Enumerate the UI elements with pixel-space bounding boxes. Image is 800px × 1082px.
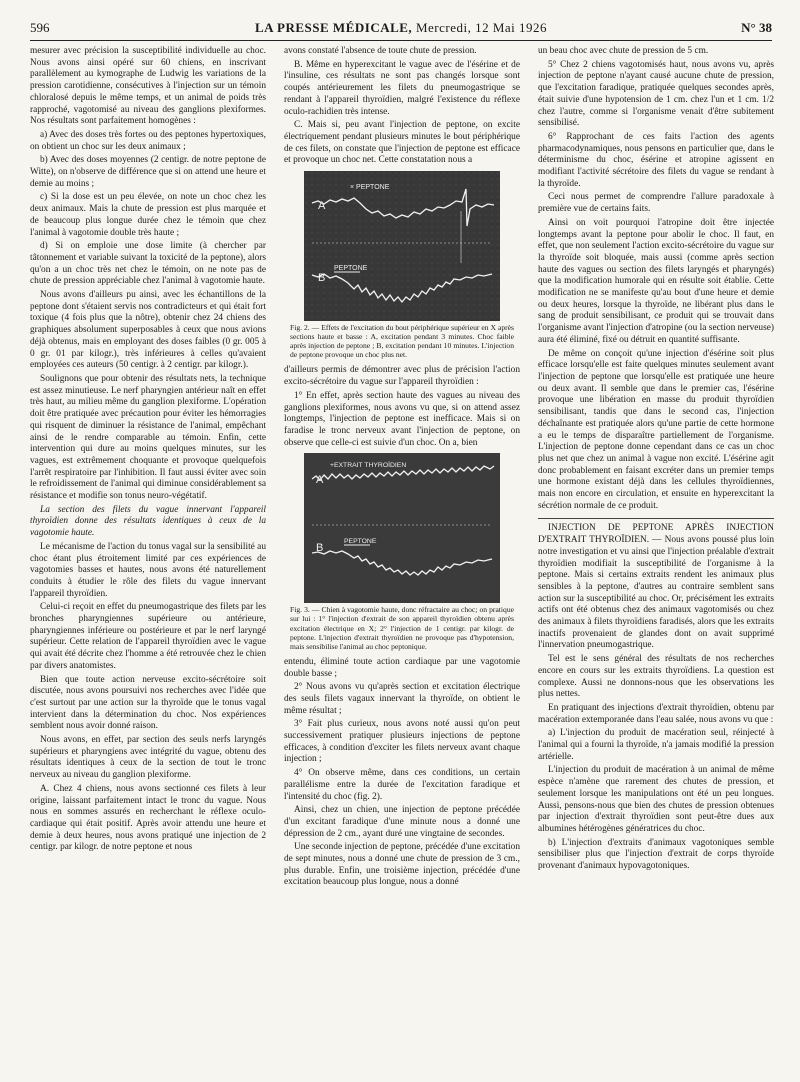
journal-header	[30, 20, 772, 36]
paragraph: 6° Rapprochant de ces faits l'action des agents pharmacodynamiques, nous pensons en particulier que, dans le déterminisme du choc, ésérine et atropine agissent en modifiant l'activité sécrétoire des filets du vague se rendant à la thyroïde.	[538, 131, 774, 189]
paragraph: avons constaté l'absence de toute chute de pression.	[284, 46, 477, 56]
column-3	[538, 46, 774, 1066]
paragraph: d) Si on emploie une dose limite (à chercher par tâtonnement et variable suivant la toxicité de la peptone), alors qu'on a un choc très net chez le témoin, on ne note pas de chute de pression appréciable chez l'animal à vagotomie haute.	[30, 241, 266, 287]
paragraph: A. Chez 4 chiens, nous avons sectionné ces filets à leur origine, laissant parfaitement intact le tronc du vague. Nous nous en sommes assurés en recherchant le réflexe oculo-cardiaque qui était positif. Après avoir attendu une heure et demie à deux heures, nous avons pratiqué une injection de 2 centigr. par kilogr. de notre peptone et nous	[30, 783, 266, 853]
issue-date: Mercredi, 12 Mai 1926	[415, 20, 548, 35]
paragraph: Le mécanisme de l'action du tonus vagal sur la sensibilité au choc étant plus étroitement limité par ces expériences de vagotomies basses et hautes, nous avons été naturellement conduits à étudier le rôle des filets du vague innervant l'appareil thyroïdien.	[30, 541, 266, 599]
trace-b-label: B	[318, 272, 326, 285]
figure-2-caption: Fig. 2. — Effets de l'excitation du bout périphérique supérieur en X après sections haute et basse : A, excitation pendant 3 minutes. Choc faible après injection de peptone ; B, excitation pendant 10 minutes. L'injection de peptone provoque un choc plus net.	[290, 323, 514, 360]
column-2	[284, 46, 520, 1066]
paragraph: 4° On observe même, dans ces conditions, un certain parallélisme entre la durée de l'excitation faradique et l'intensité du choc (fig. 2).	[284, 768, 520, 802]
paragraph: 1° En effet, après section haute des vagues au niveau des ganglions plexiformes, nous avons vu que, si on attend assez longtemps, l'injection de peptone est inefficace. Mais si on faradise le tronc nerveux avant l'injection de peptone, on observe que celle-ci est suivie d'un choc. On a, bien	[284, 390, 520, 448]
paragraph: Nous avons, en effet, par section des seuls nerfs laryngés supérieurs et pharyngiens avec intégrité du vague, obtenu des résultats identiques à ceux de la section de tout le tronc nerveux au niveau du ganglion plexiforme.	[30, 735, 266, 781]
paragraph: L'injection du produit de macération à un animal de même espèce n'amène que rarement des chutes de pression, et seulement lorsque les manipulations ont été un peu longues. Aussi, pensons-nous que bien des chutes de pression obtenues par injection d'extrait thyroïdien sont peut-être dues aux albumines hétérogènes génératrices du choc.	[538, 765, 774, 834]
paragraph: b) Avec des doses moyennes (2 centigr. de notre peptone de Witte), on n'observe de différence que si on attend une heure et demie au moins ;	[30, 155, 266, 189]
paragraph: entendu, éliminé toute action cardiaque par une vagotomie double basse ;	[284, 656, 520, 679]
trace-b-marker: PEPTONE	[344, 538, 377, 546]
paragraph: Tel est le sens général des résultats de nos recherches encore en cours sur les extraits thyroïdiens. La question est complexe. Aussi ne donnons-nous que les observations les plus nettes.	[538, 654, 774, 700]
figure-3-kymograph	[304, 453, 500, 603]
section-paragraph: INJECTION DE PEPTONE APRÈS INJECTION D'EXTRAIT THYROÏDIEN. — Nous avons poussé plus loin notre investigation et vu ainsi que l'injection préalable d'extrait thyroïdien modifiait la susceptibilité de l'organisme à la peptone. Mais si certains extraits rendent les animaux plus sensibles à la peptone, d'autres au contraire semblent sans action sur la susceptibilité au choc. Or, précisément les extraits actifs ont été obtenus chez des animaux vagotomisés ou chez des animaux à filets thyroïdiens faradisés, alors que les extraits inactifs provenaient de glandes dont on avait supprimé l'innervation pneumogastrique.	[538, 523, 774, 651]
issue-number: N° 38	[741, 20, 772, 35]
paragraph: La section des filets du vague innervant l'appareil thyroïdien donne des résultats identiques à ceux de la vagotomie haute.	[30, 504, 266, 539]
paragraph: 5° Chez 2 chiens vagotomisés haut, nous avons vu, après injection de peptone n'ayant causé aucune chute de pression, que l'excitation faradique, pratiquée quelques secondes après, était suivie d'une hypotension de 1 cm. chez l'un et 1 cm. 1/2 chez l'autre, comme si l'organisme venait d'être subitement sensibilisé.	[538, 59, 774, 129]
paragraph: Soulignons que pour obtenir des résultats nets, la technique est assez minutieuse. Le nerf pharyngien antérieur naît en effet très haut, au milieu même du ganglion plexiforme. L'opération doit être pratiquée avec précaution pour éviter les hémorragies qui risquent de diminuer la résistance de l'animal, empêchant ainsi de le rendre comparable au témoin. Enfin, cette intervention qui dure au moins quelques minutes, sur les vagues, est extrêmement choquante et provoque quelquefois l'arrêt respiratoire par l'inhibition. Il faut aussi éviter avec soin le refroidissement de l'animal qui diminue considérablement sa résistance et modifie son tonus neuro-végétatif.	[30, 373, 266, 502]
paragraph: un beau choc avec chute de pression de 5 cm.	[538, 46, 709, 56]
trace-b-label: B	[316, 542, 324, 555]
paragraph: Ainsi on voit pourquoi l'atropine doit être injectée longtemps avant la peptone pour abolir le choc. Il faut, en effet, que non seulement l'action excito-sécrétoire du vague sur la thyroïde soit bloquée, mais aussi (comme après section haute des vagues ou section des filets laryngés et pharyngés) que la modification humorale qui en résulte soit établie. Cette modification ne se manifeste qu'au bout d'une heure et demie ou deux heures, lorsque la thyroïde, ne libérant plus dans le sang de produit sensibilisant, ce produit qui se trouvait dans l'organisme avant l'injection d'atropine (ou la section nerveuse) aura été éliminé, fixé ou détruit en quantité suffisante.	[538, 217, 774, 345]
header-rule	[30, 40, 772, 41]
column-1	[30, 46, 266, 1066]
paragraph: Une seconde injection de peptone, précédée d'une excitation de sept minutes, nous a donné une chute de pression de 3 cm., plus durable. Enfin, une troisième injection, précédée d'une excitation beaucoup plus longue, nous a donné	[284, 842, 520, 888]
paragraph: Ainsi, chez un chien, une injection de peptone précédée d'un excitant faradique d'une minute nous a donné une dépression de 2 cm., ayant duré une vingtaine de secondes.	[284, 805, 520, 839]
paragraph: c) Si la dose est un peu élevée, on note un choc chez les deux animaux. Mais la chute de pression est plus marquée et de beaucoup plus longue durée chez le témoin que chez l'animal à vagotomie double très haute ;	[30, 192, 266, 238]
paragraph: Ceci nous permet de comprendre l'allure paradoxale à première vue de certains faits.	[538, 192, 774, 215]
paragraph: mesurer avec précision la susceptibilité individuelle au choc. Nous avons ainsi opéré sur 60 chiens, en inscrivant parallèlement au kymographe de Ludwig les variations de la pression carotidienne, consécutives à l'injection sur un témoin chloralosé depuis le même temps, et un animal de poids très rapproché, vagotomisé au niveau des ganglions plexiformes. Nos résultats sont parfaitement homogènes :	[30, 46, 266, 127]
paragraph: a) Avec des doses très fortes ou des peptones hypertoxiques, on obtient un choc sur les deux animaux ;	[30, 129, 266, 152]
journal-name: LA PRESSE MÉDICALE,	[254, 20, 413, 35]
paragraph: Nous avons d'ailleurs pu ainsi, avec les échantillons de la peptone dont s'étaient servis nos contradicteurs et qui était fort toxique (4 fois plus que la nôtre), obtenir chez 24 chiens des graphiques absolument superposables à ceux que nous avions déjà obtenus, mais en employant des doses faibles (0 gr. 005 à 0 gr. 01 par kilogr.), très inférieures à celles qu'avaient employées ces auteurs (50 centigr. à 2 centigr. par kilogr.).	[30, 290, 266, 371]
running-header	[30, 20, 772, 40]
paragraph: Celui-ci reçoit en effet du pneumogastrique des filets par les bronches pharyngiennes supérieure ou antérieure, pharyngiennes inférieure ou postérieure et par le nerf laryngé supérieur. Cette relation de l'appareil thyroïdien avec le vague qui avait été décrite chez l'homme a été retrouvée chez le chien par divers anatomistes.	[30, 602, 266, 671]
paragraph: d'ailleurs permis de démontrer avec plus de précision l'action excito-sécrétoire du vague sur l'appareil thyroïdien :	[284, 365, 520, 388]
paragraph: 3° Fait plus curieux, nous avons noté aussi qu'on peut successivement pratiquer plusieurs injections de peptone efficaces, à condition d'exciter les filets nerveux avant chaque injection ;	[284, 719, 520, 765]
figure-2-graphic	[304, 171, 500, 321]
paragraph: 2° Nous avons vu qu'après section et excitation électrique des seuls filets vagaux innervant la thyroïde, on obtient le même résultat ;	[284, 682, 520, 716]
figure-2-kymograph	[304, 171, 500, 321]
paragraph: b) L'injection d'extraits d'animaux vagotoniques semble sensibiliser plus que l'injection d'extrait de corps thyroïde provenant d'animaux hypovagotoniques.	[538, 837, 774, 872]
figure-3-graphic	[304, 453, 500, 603]
trace-a-label: A	[318, 200, 326, 213]
paragraph: C. Mais si, peu avant l'injection de peptone, on excite électriquement pendant plusieurs minutes le bout périphérique de ces filets, on constate que l'injection de peptone est efficace et provoque un choc net. Cette constatation nous a	[284, 120, 520, 166]
paragraph: B. Même en hyperexcitant le vague avec de l'ésérine et de l'insuline, ces résultats ne sont pas changés lorsque sont coupés antérieurement les filets du pneumogastrique se rendant à l'appareil thyroïdien, malgré l'existence du réflexe oculo-rachidien très intense.	[284, 59, 520, 117]
paragraph: De même on conçoit qu'une injection d'ésérine soit plus efficace lorsqu'elle est faite quelques minutes seulement avant l'injection de peptone que lorsqu'elle est pratiquée une heure ou deux avant. Il semble que dans le premier cas, l'ésérine provoque une libération en masse du produit thyroïdien sensibilisant, tandis que dans le second cas, l'injection déchaînante est pratiquée alors qu'une partie de cette hormone a eu le temps de disparaître partiellement de l'organisme. L'injection de peptone donne cependant dans ce cas un choc plus net que chez un animal à vague non excité. L'ésérine agit donc probablement en faisant excréter dans un premier temps une hormone existant déjà dans les cellules thyroïdiennes, mais non encore en circulation, et ensuite en hyperexcitant la sécrétion normale de ce produit.	[538, 348, 774, 511]
paragraph: Bien que toute action nerveuse excito-sécrétoire soit discutée, nous avons poursuivi nos recherches avec l'idée que c'est surtout par une action sur la thyroïde que le tonus vagal intervient dans la détermination du choc. Nos expériences semblent nous avoir donné raison.	[30, 674, 266, 732]
trace-b-marker: PEPTONE	[334, 265, 368, 273]
trace-a-marker: × PEPTONE	[350, 184, 390, 192]
trace-a-label: A	[316, 474, 324, 487]
figure-3-caption: Fig. 3. — Chien à vagotomie haute, donc réfractaire au choc; on pratique sur lui : 1° l'injection d'extrait de son appareil thyroïdien obtenu après excitation électrique en X; 2° l'injection de 1 centigr. par kilogr. de peptone. L'injection d'extrait thyroïdien ne provoque pas d'hypotension, mais sensibilise l'animal au choc peptonique.	[290, 605, 514, 651]
page-number: 596	[30, 20, 50, 35]
paragraph: En pratiquant des injections d'extrait thyroïdien, obtenu par macération extemporanée dans l'eau salée, nous avons vu que :	[538, 702, 774, 725]
trace-a-marker: +EXTRAIT THYROÏDIEN	[330, 462, 407, 470]
section-divider	[538, 518, 774, 519]
paragraph: a) L'injection du produit de macération seul, réinjecté à l'animal qui a fourni la thyroïde, n'a jamais modifié la pression artérielle.	[538, 728, 774, 762]
